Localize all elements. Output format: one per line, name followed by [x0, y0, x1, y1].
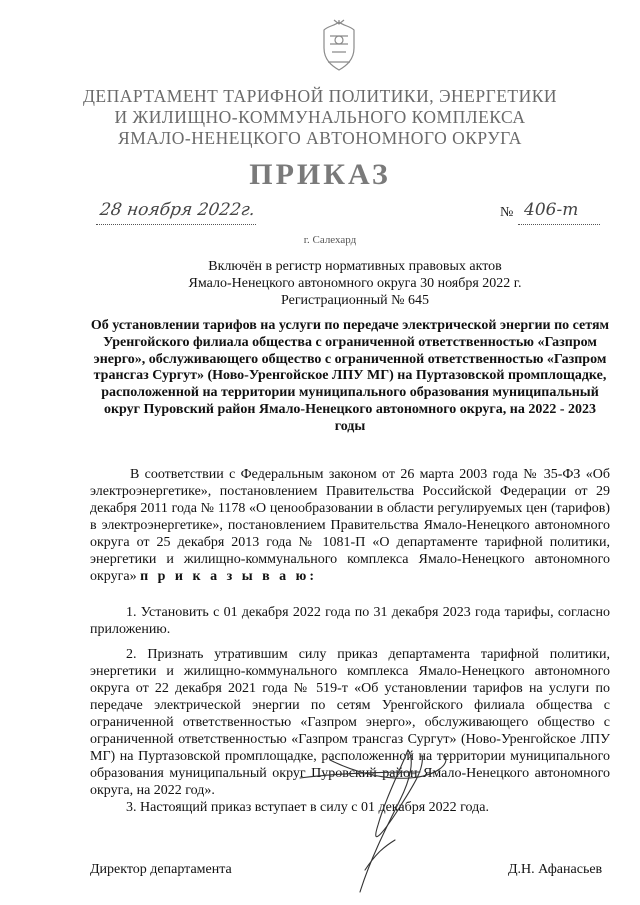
- order-date-field: [96, 200, 256, 225]
- registration-block: [0, 258, 640, 309]
- order-number-sign: №: [500, 205, 514, 220]
- preamble-text: В соответствии с Федеральным законом от 26 марта 2003 года № 35-ФЗ «Об электроэнергетике», постановлением Правительства Российской Федерации от 29 декабря 2011 года № 1178 «О ценообразовании в области регулируемых цен (тарифов) в электроэнергетике», постановлением Правительства Ямало-Ненецкого автономного округа от 25 декабря 2013 года № 1081-П «О департаменте тарифной политики, энергетики и жилищно-коммунального комплекса Ямало-Ненецкого автономного округа»: [90, 467, 610, 584]
- department-header: [0, 86, 640, 149]
- prikazyvayu: п р и к а з ы в а ю:: [140, 569, 318, 584]
- preamble-paragraph: [90, 466, 610, 585]
- department-line: И ЖИЛИЩНО-КОММУНАЛЬНОГО КОМПЛЕКСА: [114, 107, 526, 127]
- order-number-field: [518, 200, 600, 225]
- registration-line: Ямало-Ненецкого автономного округа 30 ноября 2022 г.: [188, 276, 522, 291]
- order-date-handwritten: 28 ноября 2022г.: [98, 200, 257, 220]
- signatory-name: Д.Н. Афанасьев: [508, 862, 603, 877]
- department-line: ЯМАЛО-НЕНЕЦКОГО АВТОНОМНОГО ОКРУГА: [118, 128, 522, 148]
- department-line: ДЕПАРТАМЕНТ ТАРИФНОЙ ПОЛИТИКИ, ЭНЕРГЕТИКИ: [82, 86, 558, 106]
- order-subject: Об установлении тарифов на услуги по передаче электрической энергии по сетям Уренгойского филиала общества с ограниченной ответственностью «Газпром энерго», обслуживающего общество с ограниченной ответственностью «Газпром трансгаз Сургут» (Ново-Уренгойское ЛПУ МГ) на Пуртазовской промплощадке, расположенной на территории муниципального образования муниципальный округ Пуровский район Ямало-Ненецкого автономного округа, на 2022 - 2023 годы: [90, 318, 610, 434]
- coat-of-arms-icon: [318, 18, 360, 74]
- registration-line: Включён в регистр нормативных правовых актов: [208, 259, 502, 274]
- order-number-handwritten: 406-т: [524, 200, 579, 220]
- city: г. Салехард: [303, 234, 357, 246]
- order-item: 2. Признать утратившим силу приказ департамента тарифной политики, энергетики и жилищно-коммунального комплекса Ямало-Ненецкого автономного округа от 22 декабря 2021 года № 519-т «Об установлении тарифов на услуги по передаче электрической энергии по сетям Уренгойского филиала общества с ограниченной ответственностью «Газпром энерго», обслуживающего общество с ограниченной ответственностью «Газпром трансгаз Сургут» (Ново-Уренгойское ЛПУ МГ) на Пуртазовской промплощадке, расположенной на территории муниципального образования муниципальный округ Пуровский район Ямало-Ненецкого автономного округа, на 2022 год».: [90, 647, 610, 798]
- document-title: ПРИКАЗ: [249, 158, 391, 191]
- order-item: 3. Настоящий приказ вступает в силу с 01 декабря 2022 года.: [126, 800, 489, 815]
- registration-line: Регистрационный № 645: [281, 293, 429, 308]
- order-items: [90, 604, 610, 824]
- signatory-title: Директор департамента: [90, 862, 232, 877]
- order-item: 1. Установить с 01 декабря 2022 года по 31 декабря 2023 года тарифы, согласно приложению.: [90, 605, 610, 637]
